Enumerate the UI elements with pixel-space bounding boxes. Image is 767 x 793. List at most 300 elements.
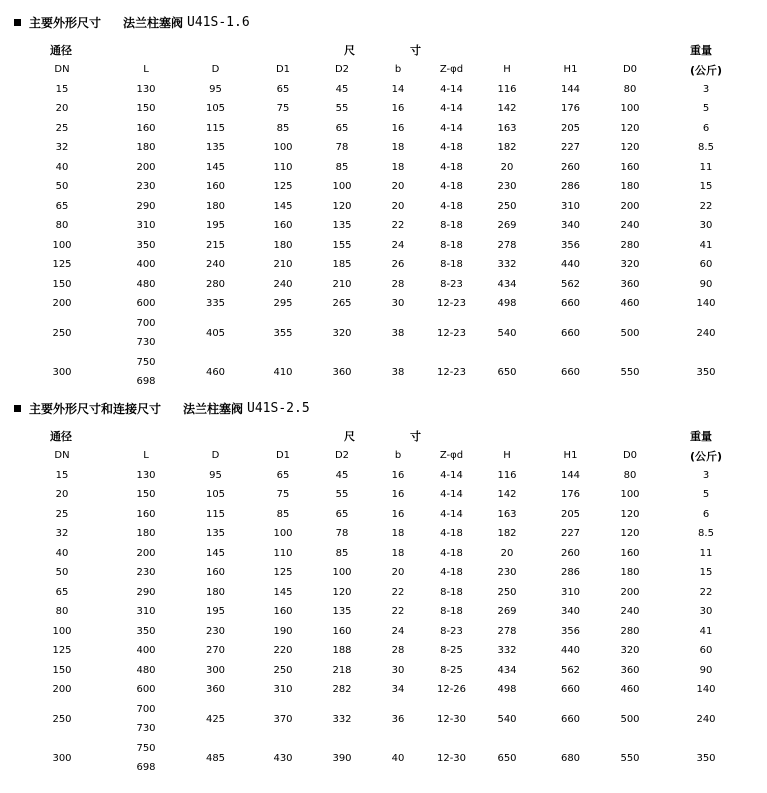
cell-b: 14 xyxy=(391,83,405,95)
cell-d2: 218 xyxy=(332,664,352,676)
cell-d0: 280 xyxy=(620,625,640,637)
cell-d0: 160 xyxy=(620,547,640,559)
cell-l-value: 180 xyxy=(136,528,156,539)
cell-d1: 125 xyxy=(273,567,293,579)
table-row xyxy=(0,158,767,178)
table-row xyxy=(0,138,767,158)
cell-l-value: 730 xyxy=(136,337,156,348)
cell-l-value: 600 xyxy=(136,298,156,309)
cell-h: 650 xyxy=(497,752,517,764)
valve-name: 法兰柱塞阀 xyxy=(183,401,244,416)
cell-h: 498 xyxy=(497,684,517,696)
table-row xyxy=(0,485,767,505)
cell-z-phi-d: 4-18 xyxy=(440,181,463,193)
cell-l xyxy=(124,602,168,622)
cell-d1: 410 xyxy=(273,366,293,378)
cell-z-phi-d: 4-14 xyxy=(440,103,463,115)
cell-d0: 280 xyxy=(620,239,640,251)
cell-z-phi-d: 12-23 xyxy=(436,366,467,378)
table-row xyxy=(0,80,767,100)
cell-l-value: 150 xyxy=(136,489,156,500)
cell-l-value: 310 xyxy=(136,606,156,617)
cell-l xyxy=(124,622,168,642)
cell-d0: 120 xyxy=(620,528,640,540)
column-header-d: D xyxy=(211,64,220,76)
cell-d1: 250 xyxy=(273,664,293,676)
cell-h: 250 xyxy=(497,200,517,212)
cell-l xyxy=(124,177,168,197)
cell-h: 142 xyxy=(497,103,517,115)
cell-d1: 310 xyxy=(273,684,293,696)
cell-weight: 60 xyxy=(699,645,713,657)
cell-l-value: 600 xyxy=(136,684,156,695)
cell-d: 195 xyxy=(205,606,226,618)
cell-weight: 140 xyxy=(696,684,716,696)
cell-h1: 310 xyxy=(560,200,581,212)
cell-b: 28 xyxy=(391,278,405,290)
cell-d1: 110 xyxy=(273,547,293,559)
square-bullet-icon xyxy=(14,405,21,412)
cell-weight: 6 xyxy=(702,122,710,134)
cell-h1: 260 xyxy=(560,161,581,173)
cell-d1: 65 xyxy=(276,469,290,481)
cell-h: 116 xyxy=(497,469,517,481)
cell-l-value: 730 xyxy=(136,723,156,734)
cell-d1: 370 xyxy=(273,713,293,725)
cell-weight: 60 xyxy=(699,259,713,271)
cell-l-value: 480 xyxy=(136,278,156,290)
cell-d: 115 xyxy=(205,508,226,520)
cell-h1: 176 xyxy=(560,103,581,115)
cell-dn: 25 xyxy=(55,508,69,520)
cell-z-phi-d: 12-30 xyxy=(436,713,467,725)
cell-h: 434 xyxy=(497,278,517,290)
cell-d2: 390 xyxy=(332,752,352,764)
valve-model: U41S-1.6 xyxy=(187,14,250,30)
cell-d: 460 xyxy=(205,366,226,378)
cell-d0: 360 xyxy=(620,278,640,290)
cell-d2: 160 xyxy=(332,625,352,637)
cell-h: 230 xyxy=(497,567,517,579)
cell-weight: 30 xyxy=(699,220,713,232)
cell-h1: 660 xyxy=(560,713,581,725)
table-row xyxy=(0,583,767,603)
cell-h1: 340 xyxy=(560,606,581,618)
cell-d2: 188 xyxy=(332,645,352,657)
cell-weight: 15 xyxy=(699,567,713,579)
cell-l-value: 480 xyxy=(136,664,156,676)
cell-l-value: 130 xyxy=(136,469,156,481)
cell-dn: 15 xyxy=(55,469,69,481)
cell-dn: 100 xyxy=(52,625,72,637)
cell-l-value: 350 xyxy=(136,239,156,251)
cell-d0: 360 xyxy=(620,664,640,676)
cell-h: 540 xyxy=(497,713,517,725)
column-header-d2: D2 xyxy=(334,450,350,462)
cell-h1: 356 xyxy=(560,239,581,251)
cell-weight: 41 xyxy=(699,625,713,637)
column-header-d0: D0 xyxy=(622,64,638,76)
cell-l xyxy=(124,216,168,236)
cell-dn: 300 xyxy=(52,366,72,378)
table-row xyxy=(0,602,767,622)
size-label-right: 寸 xyxy=(410,430,421,443)
cell-h: 278 xyxy=(497,239,517,251)
cell-b: 24 xyxy=(391,239,405,251)
cell-d1: 75 xyxy=(276,489,290,501)
cell-h1: 660 xyxy=(560,327,581,339)
cell-d2: 78 xyxy=(335,142,349,154)
cell-dn: 32 xyxy=(55,142,69,154)
cell-z-phi-d: 4-14 xyxy=(440,469,463,481)
cell-l-value: 700 xyxy=(136,703,156,715)
cell-weight: 90 xyxy=(699,278,713,290)
cell-b: 22 xyxy=(391,220,405,232)
cell-l xyxy=(124,739,168,778)
cell-d2: 265 xyxy=(332,298,352,310)
cell-z-phi-d: 4-18 xyxy=(440,142,463,154)
table-row xyxy=(0,466,767,486)
cell-l-value: 230 xyxy=(136,567,156,578)
cell-l xyxy=(124,236,168,256)
cell-h: 540 xyxy=(497,327,517,339)
cell-b: 30 xyxy=(391,298,405,310)
cell-b: 16 xyxy=(391,469,405,481)
column-header-h1: H1 xyxy=(563,450,578,462)
cell-dn: 80 xyxy=(55,220,69,232)
cell-d0: 460 xyxy=(620,298,640,310)
nominal-label: 通径 xyxy=(50,44,72,57)
cell-b: 20 xyxy=(391,181,405,193)
cell-z-phi-d: 8-18 xyxy=(440,220,463,232)
table-row xyxy=(0,680,767,700)
cell-d2: 45 xyxy=(335,469,349,481)
cell-b: 18 xyxy=(391,161,405,173)
cell-z-phi-d: 12-23 xyxy=(436,298,467,310)
cell-b: 22 xyxy=(391,606,405,618)
cell-z-phi-d: 4-14 xyxy=(440,83,463,95)
cell-d: 300 xyxy=(205,664,226,676)
column-header-d2: D2 xyxy=(334,64,350,76)
cell-weight: 350 xyxy=(696,752,716,764)
cell-l-value: 230 xyxy=(136,181,156,192)
cell-d0: 180 xyxy=(620,181,640,193)
cell-l-value: 150 xyxy=(136,103,156,114)
cell-weight: 8.5 xyxy=(698,528,714,540)
cell-d: 425 xyxy=(205,713,226,725)
table-row xyxy=(0,294,767,314)
cell-h: 269 xyxy=(497,220,517,232)
column-header-z-phi-d: Z-φd xyxy=(439,64,464,76)
cell-h1: 310 xyxy=(560,586,581,598)
cell-d1: 110 xyxy=(273,161,293,173)
column-header-h1: H1 xyxy=(563,64,578,76)
cell-z-phi-d: 8-18 xyxy=(440,586,463,598)
cell-weight: 30 xyxy=(699,606,713,618)
cell-dn: 100 xyxy=(52,239,72,251)
cell-weight: 41 xyxy=(699,239,713,251)
cell-l-value: 180 xyxy=(136,142,156,153)
cell-d: 145 xyxy=(205,547,226,559)
cell-h1: 227 xyxy=(560,528,581,540)
cell-h: 163 xyxy=(497,508,517,520)
cell-dn: 250 xyxy=(52,713,72,725)
size-label-left: 尺 xyxy=(344,44,355,57)
cell-z-phi-d: 8-23 xyxy=(440,278,463,290)
cell-h1: 205 xyxy=(560,508,581,520)
cell-d2: 85 xyxy=(335,161,349,173)
cell-weight: 6 xyxy=(702,508,710,520)
cell-d0: 550 xyxy=(620,366,640,378)
cell-h1: 660 xyxy=(560,366,581,378)
cell-h: 650 xyxy=(497,366,517,378)
cell-l xyxy=(124,563,168,583)
table-row xyxy=(0,236,767,256)
cell-d1: 100 xyxy=(273,142,293,154)
table-row xyxy=(0,563,767,583)
cell-d0: 240 xyxy=(620,220,640,232)
cell-l xyxy=(124,255,168,275)
cell-d0: 550 xyxy=(620,752,640,764)
cell-h1: 680 xyxy=(560,752,581,764)
cell-l xyxy=(124,524,168,544)
table-row xyxy=(0,197,767,217)
cell-d0: 180 xyxy=(620,567,640,579)
cell-l-value: 310 xyxy=(136,220,156,231)
cell-l xyxy=(124,680,168,700)
cell-h1: 286 xyxy=(560,181,581,193)
table-row xyxy=(0,119,767,139)
cell-b: 16 xyxy=(391,103,405,115)
cell-d0: 100 xyxy=(620,489,640,501)
cell-weight: 22 xyxy=(699,586,713,598)
cell-d2: 100 xyxy=(332,181,352,193)
cell-h1: 176 xyxy=(560,489,581,501)
cell-h1: 660 xyxy=(560,684,581,696)
cell-d: 115 xyxy=(205,122,226,134)
cell-d1: 430 xyxy=(273,752,293,764)
cell-d1: 85 xyxy=(276,508,290,520)
cell-weight: 350 xyxy=(696,366,716,378)
cell-d: 360 xyxy=(205,684,226,696)
cell-z-phi-d: 8-18 xyxy=(440,606,463,618)
cell-l xyxy=(124,138,168,158)
cell-dn: 125 xyxy=(52,645,72,657)
cell-h: 332 xyxy=(497,645,517,657)
cell-d: 180 xyxy=(205,200,226,212)
cell-z-phi-d: 4-18 xyxy=(440,547,463,559)
cell-d2: 360 xyxy=(332,366,352,378)
cell-b: 38 xyxy=(391,366,405,378)
cell-l xyxy=(124,641,168,661)
cell-d0: 240 xyxy=(620,606,640,618)
cell-h1: 562 xyxy=(560,278,581,290)
cell-d2: 185 xyxy=(332,259,352,271)
cell-d2: 55 xyxy=(335,103,349,115)
cell-d2: 65 xyxy=(335,122,349,134)
cell-z-phi-d: 4-14 xyxy=(440,122,463,134)
table-row xyxy=(0,524,767,544)
table-row xyxy=(0,314,767,353)
cell-dn: 20 xyxy=(55,103,69,115)
column-header-d0: D0 xyxy=(622,450,638,462)
cell-l-value: 130 xyxy=(136,83,156,95)
cell-d2: 332 xyxy=(332,713,352,725)
cell-l-value: 400 xyxy=(136,259,156,270)
cell-l xyxy=(124,485,168,505)
cell-d1: 85 xyxy=(276,122,290,134)
cell-dn: 50 xyxy=(55,567,69,579)
cell-l xyxy=(124,544,168,564)
cell-l-value: 290 xyxy=(136,200,156,212)
cell-h: 269 xyxy=(497,606,517,618)
cell-z-phi-d: 8-25 xyxy=(440,664,463,676)
cell-dn: 80 xyxy=(55,606,69,618)
cell-b: 26 xyxy=(391,259,405,271)
cell-b: 30 xyxy=(391,664,405,676)
cell-d2: 210 xyxy=(332,278,352,290)
cell-z-phi-d: 8-18 xyxy=(440,259,463,271)
cell-d: 105 xyxy=(205,489,226,501)
table-row xyxy=(0,544,767,564)
cell-d: 335 xyxy=(205,298,226,310)
cell-d2: 78 xyxy=(335,528,349,540)
cell-l-value: 698 xyxy=(136,762,156,773)
cell-weight: 240 xyxy=(696,327,716,339)
cell-z-phi-d: 8-18 xyxy=(440,239,463,251)
cell-h1: 340 xyxy=(560,220,581,232)
square-bullet-icon xyxy=(14,19,21,26)
cell-z-phi-d: 4-14 xyxy=(440,508,463,520)
cell-d: 135 xyxy=(205,528,226,540)
cell-h: 230 xyxy=(497,181,517,193)
cell-d0: 100 xyxy=(620,103,640,115)
cell-h: 332 xyxy=(497,259,517,271)
column-header-h: H xyxy=(503,450,511,462)
cell-h: 142 xyxy=(497,489,517,501)
cell-dn: 125 xyxy=(52,259,72,271)
column-header-l: L xyxy=(143,450,149,462)
cell-d2: 155 xyxy=(332,239,352,251)
cell-d1: 65 xyxy=(276,83,290,95)
weight-label: 重量 xyxy=(690,44,712,57)
cell-dn: 250 xyxy=(52,327,72,339)
cell-l xyxy=(124,353,168,392)
cell-h1: 286 xyxy=(560,567,581,579)
cell-z-phi-d: 12-23 xyxy=(436,327,467,339)
cell-d2: 282 xyxy=(332,684,352,696)
cell-b: 34 xyxy=(391,684,405,696)
cell-d: 405 xyxy=(205,327,226,339)
cell-d1: 125 xyxy=(273,181,293,193)
cell-h: 498 xyxy=(497,298,517,310)
cell-b: 20 xyxy=(391,567,405,579)
cell-dn: 65 xyxy=(55,200,69,212)
cell-dn: 300 xyxy=(52,752,72,764)
cell-d0: 120 xyxy=(620,142,640,154)
cell-weight: 15 xyxy=(699,181,713,193)
cell-l xyxy=(124,583,168,603)
cell-d0: 320 xyxy=(620,645,640,657)
column-header-d1: D1 xyxy=(275,64,291,76)
cell-weight: 11 xyxy=(699,547,713,559)
cell-h: 163 xyxy=(497,122,517,134)
cell-z-phi-d: 4-14 xyxy=(440,489,463,501)
cell-d1: 240 xyxy=(273,278,293,290)
cell-b: 38 xyxy=(391,327,405,339)
column-header-h: H xyxy=(503,64,511,76)
cell-d: 160 xyxy=(205,181,226,193)
cell-l xyxy=(124,314,168,353)
column-header-dn: DN xyxy=(54,64,70,76)
cell-h1: 440 xyxy=(560,259,581,271)
cell-weight: 8.5 xyxy=(698,142,714,154)
column-header-z-phi-d: Z-φd xyxy=(439,450,464,462)
cell-b: 18 xyxy=(391,547,405,559)
cell-d1: 145 xyxy=(273,200,293,212)
cell-b: 40 xyxy=(391,752,405,764)
cell-h: 434 xyxy=(497,664,517,676)
cell-d: 485 xyxy=(205,752,226,764)
cell-b: 28 xyxy=(391,645,405,657)
cell-d1: 160 xyxy=(273,606,293,618)
cell-d: 160 xyxy=(205,567,226,579)
column-header-row xyxy=(0,60,767,80)
cell-d0: 80 xyxy=(623,469,637,481)
cell-d2: 320 xyxy=(332,327,352,339)
cell-b: 18 xyxy=(391,142,405,154)
cell-b: 22 xyxy=(391,586,405,598)
cell-z-phi-d: 8-23 xyxy=(440,625,463,637)
weight-label: 重量 xyxy=(690,430,712,443)
cell-dn: 50 xyxy=(55,181,69,193)
cell-h: 20 xyxy=(500,547,514,559)
column-header-d1: D1 xyxy=(275,450,291,462)
table-row xyxy=(0,99,767,119)
cell-h: 182 xyxy=(497,528,517,540)
cell-h1: 562 xyxy=(560,664,581,676)
cell-d2: 120 xyxy=(332,586,352,598)
cell-dn: 15 xyxy=(55,83,69,95)
table-row xyxy=(0,505,767,525)
cell-d: 180 xyxy=(205,586,226,598)
table-row xyxy=(0,622,767,642)
cell-z-phi-d: 4-18 xyxy=(440,161,463,173)
cell-d0: 500 xyxy=(620,713,640,725)
column-header-b: b xyxy=(394,64,402,76)
cell-d0: 200 xyxy=(620,200,640,212)
column-header-weight: (公斤) xyxy=(689,449,723,463)
cell-d: 240 xyxy=(205,259,226,271)
column-header-dn: DN xyxy=(54,450,70,462)
cell-l-value: 200 xyxy=(136,161,156,173)
cell-h: 182 xyxy=(497,142,517,154)
size-label-left: 尺 xyxy=(344,430,355,443)
section-title-text: 主要外形尺寸和连接尺寸 xyxy=(29,401,162,416)
cell-d1: 220 xyxy=(273,645,293,657)
cell-d2: 120 xyxy=(332,200,352,212)
cell-d0: 120 xyxy=(620,508,640,520)
cell-l xyxy=(124,700,168,739)
cell-weight: 5 xyxy=(702,103,710,115)
cell-l-value: 750 xyxy=(136,742,156,754)
cell-d: 95 xyxy=(209,83,222,95)
cell-h1: 660 xyxy=(560,298,581,310)
cell-z-phi-d: 4-18 xyxy=(440,528,463,540)
cell-dn: 40 xyxy=(55,547,69,559)
cell-h1: 205 xyxy=(560,122,581,134)
cell-l-value: 290 xyxy=(136,586,156,598)
